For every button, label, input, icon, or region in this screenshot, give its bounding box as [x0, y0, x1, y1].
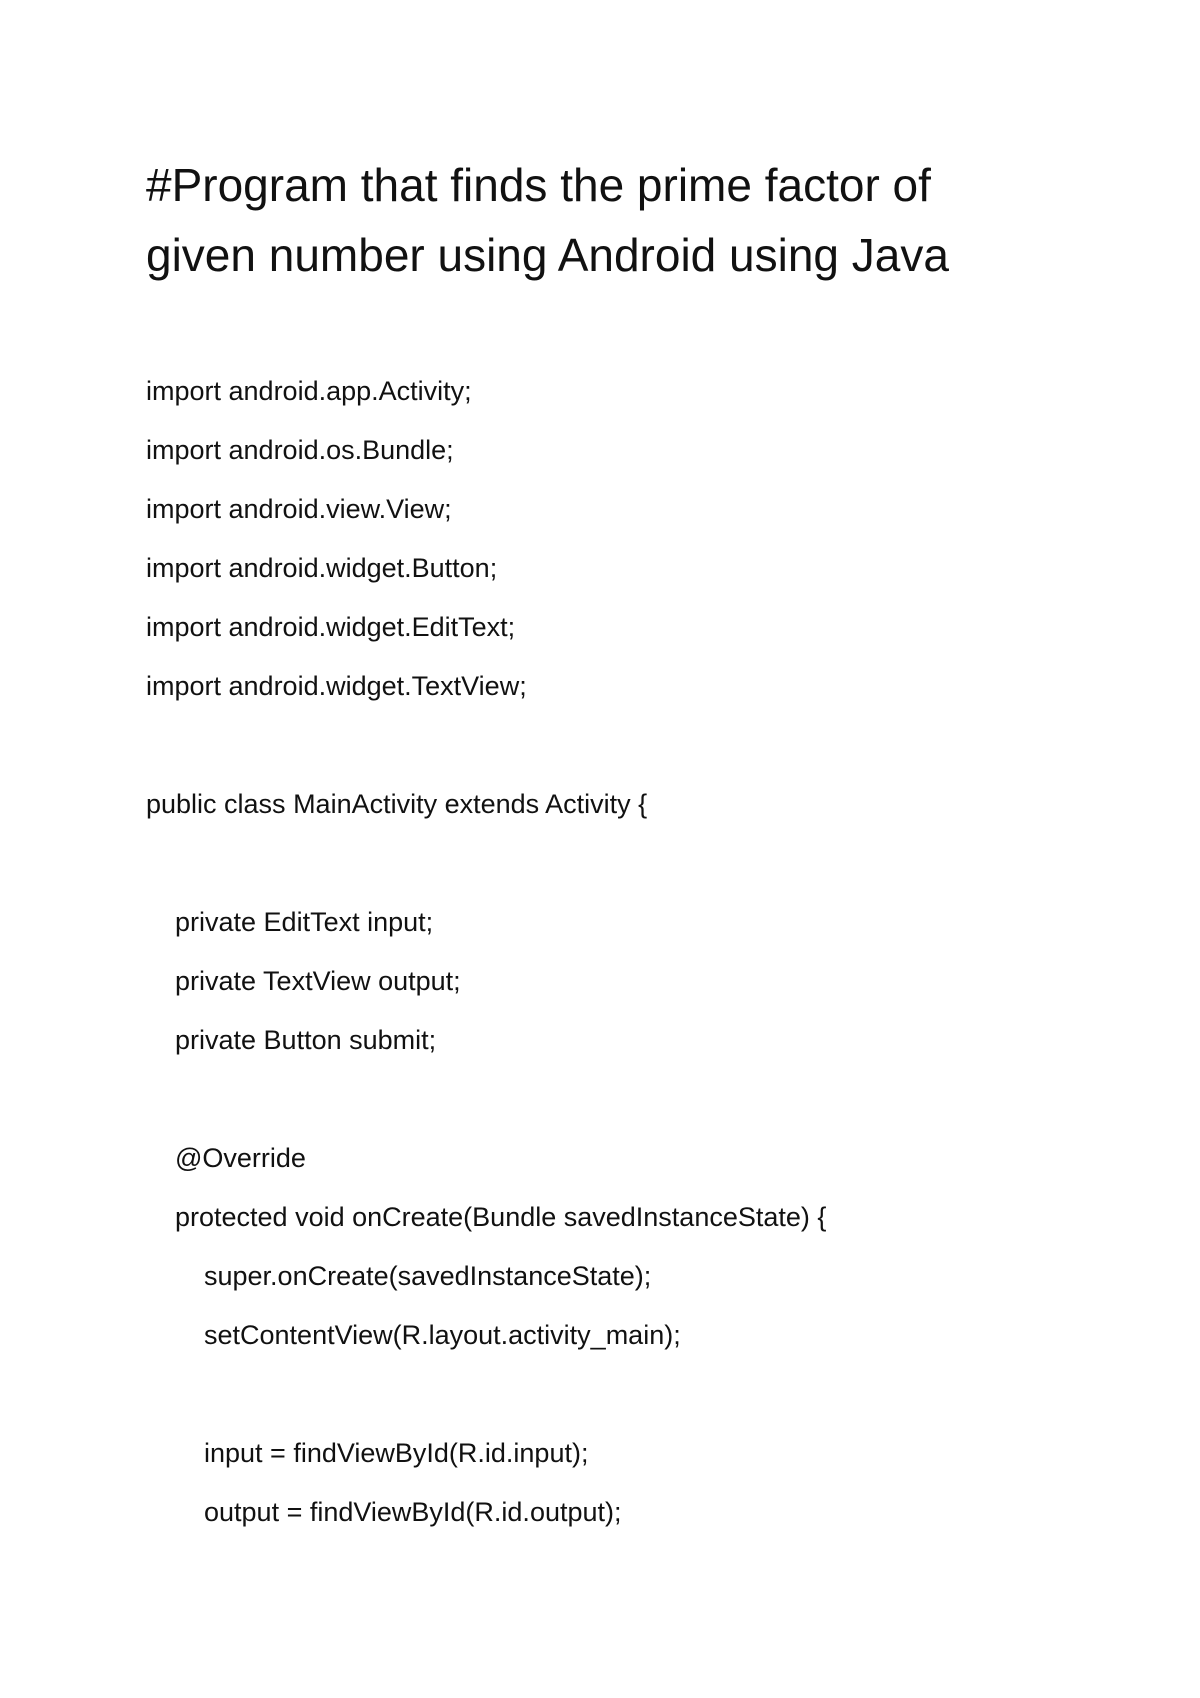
assignment-line: input = findViewById(R.id.input);	[204, 1438, 589, 1468]
title-line-2: given number using Android using Java	[146, 229, 949, 281]
blank-line	[146, 1365, 1106, 1424]
field-line: private EditText input;	[175, 907, 434, 937]
import-line: import android.widget.TextView;	[146, 671, 527, 701]
method-declaration: protected void onCreate(Bundle savedInstanceState) {	[175, 1202, 827, 1232]
assignment-line: output = findViewById(R.id.output);	[204, 1497, 622, 1527]
field-line: private TextView output;	[175, 966, 461, 996]
annotation-line: @Override	[175, 1143, 306, 1173]
import-line: import android.app.Activity;	[146, 376, 472, 406]
import-line: import android.os.Bundle;	[146, 435, 454, 465]
blank-line	[146, 716, 1106, 775]
code-block	[146, 362, 1106, 1542]
method-body-line: setContentView(R.layout.activity_main);	[204, 1320, 681, 1350]
blank-line	[146, 834, 1106, 893]
import-line: import android.widget.Button;	[146, 553, 498, 583]
field-line: private Button submit;	[175, 1025, 437, 1055]
blank-line	[146, 1070, 1106, 1129]
import-line: import android.widget.EditText;	[146, 612, 516, 642]
title-line-1: #Program that finds the prime factor of	[146, 159, 931, 211]
method-body-line: super.onCreate(savedInstanceState);	[204, 1261, 652, 1291]
class-declaration: public class MainActivity extends Activity {	[146, 789, 648, 819]
import-line: import android.view.View;	[146, 494, 452, 524]
document-title	[146, 150, 1106, 290]
